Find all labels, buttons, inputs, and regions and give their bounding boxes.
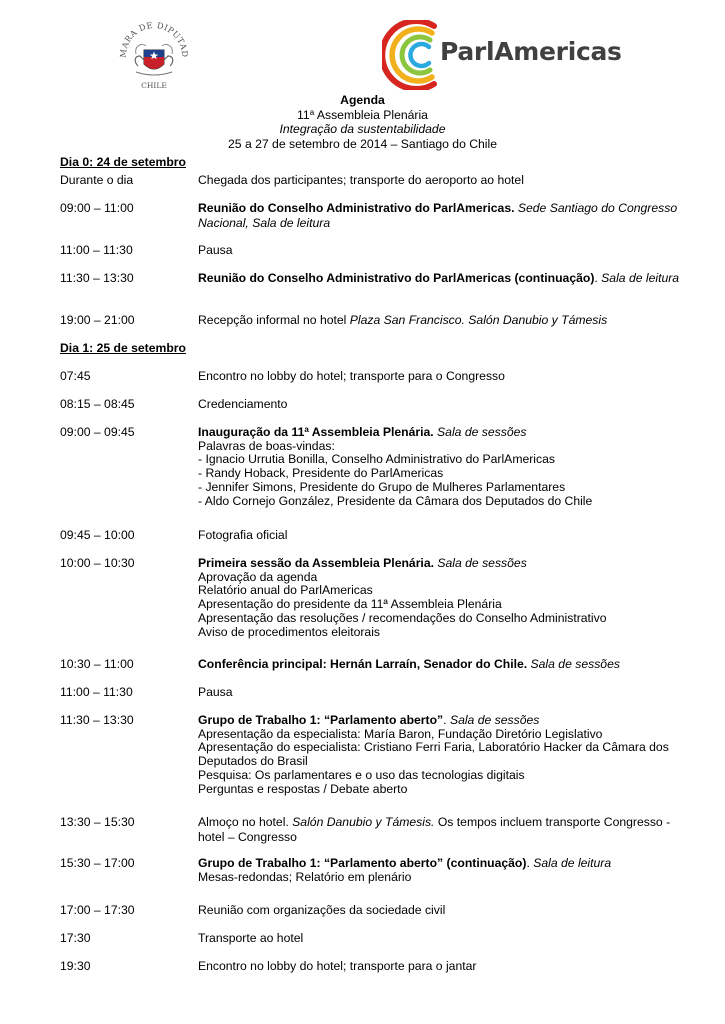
item-text: Fotografia oficial bbox=[198, 528, 288, 542]
sub-item: Palavras de boas-vindas: bbox=[198, 438, 335, 453]
sub-item: Apresentação da especialista: María Baron, Fundação Diretório Legislativo bbox=[198, 726, 603, 741]
item-title: Grupo de Trabalho 1: “Parlamento aberto” (continuação) bbox=[198, 856, 527, 870]
assembly-number: 11 bbox=[297, 107, 310, 122]
item-time: 11:30 – 13:30 bbox=[60, 271, 134, 285]
item-title: Reunião do Conselho Administrativo do ParlAmericas (continuação) bbox=[198, 271, 595, 285]
day0-heading: Dia 0: 24 de setembro bbox=[60, 155, 186, 169]
item-time: 17:30 bbox=[60, 931, 91, 945]
item-location: Sala de sessões bbox=[433, 425, 527, 439]
sub-item: Perguntas e respostas / Debate aberto bbox=[198, 781, 408, 796]
seal-bottom-text: CHILE bbox=[141, 81, 167, 90]
item-time: 19:30 bbox=[60, 959, 91, 973]
item-time: 09:00 – 09:45 bbox=[60, 425, 135, 439]
item-location: Sala de sessões bbox=[449, 713, 540, 727]
item-time: 09:00 – 11:00 bbox=[60, 201, 134, 215]
item-title: Primeira sessão da Assembleia Plenária. bbox=[198, 556, 434, 570]
agenda-header bbox=[0, 93, 725, 151]
assembly-ordinal: a bbox=[309, 107, 315, 117]
assembly-line bbox=[0, 108, 725, 123]
chamber-of-deputies-seal-logo bbox=[114, 16, 194, 94]
item-text: Encontro no lobby do hotel; transporte para o jantar bbox=[198, 959, 477, 973]
item-location: Sala de sessões bbox=[527, 657, 620, 671]
item-text: Chegada dos participantes; transporte do aeroporto ao hotel bbox=[198, 173, 524, 187]
assembly-name: Assembleia Plenária bbox=[314, 107, 428, 122]
sub-item: Relatório anual do ParlAmericas bbox=[198, 583, 373, 598]
item-note: Os tempos incluem transporte Congresso - hotel – Congresso bbox=[198, 815, 671, 844]
item-text: Reunião com organizações da sociedade civil bbox=[198, 903, 446, 917]
item-text: Recepção informal no hotel bbox=[198, 313, 350, 327]
seal-top-text: MARA DE DIPUTAD bbox=[117, 19, 191, 59]
sub-item: Pesquisa: Os parlamentares e o uso das tecnologias digitais bbox=[198, 767, 525, 782]
item-location: Sede Santiago do Congresso Nacional, Sala de leitura bbox=[198, 201, 678, 230]
item-text: Almoço no hotel. bbox=[198, 815, 293, 829]
item-time: Durante o dia bbox=[60, 173, 134, 187]
sub-item: Aviso de procedimentos eleitorais bbox=[198, 624, 381, 639]
sub-item: - Jennifer Simons, Presidente do Grupo de Mulheres Parlamentares bbox=[198, 479, 566, 494]
sub-item: - Randy Hoback, Presidente do ParlAmericas bbox=[198, 466, 444, 481]
item-time: 11:00 – 11:30 bbox=[60, 685, 133, 699]
item-time: 10:30 – 11:00 bbox=[60, 657, 134, 671]
assembly-theme: Integração da sustentabilidade bbox=[279, 122, 446, 136]
item-title: Grupo de Trabalho 1: “Parlamento aberto” bbox=[198, 713, 444, 727]
item-title: Reunião do Conselho Administrativo do ParlAmericas. bbox=[198, 201, 515, 215]
sub-item: - Aldo Cornejo González, Presidente da Câmara dos Deputados do Chile bbox=[198, 493, 593, 508]
item-punct: . bbox=[526, 856, 534, 870]
parlamericas-wordmark: ParlAmericas bbox=[440, 37, 622, 66]
item-time: 10:00 – 10:30 bbox=[60, 556, 135, 570]
item-title: Inauguração da 11 bbox=[198, 425, 305, 439]
item-title-ordinal: a bbox=[304, 425, 309, 434]
item-location: Plaza San Francisco. Salón Danubio y Támesis bbox=[349, 313, 608, 327]
item-time: 15:30 – 17:00 bbox=[60, 856, 135, 870]
item-punct: . bbox=[443, 713, 450, 727]
item-text: Transporte ao hotel bbox=[198, 931, 304, 945]
agenda-title: Agenda bbox=[340, 93, 385, 107]
item-time: 11:00 – 11:30 bbox=[60, 243, 133, 257]
item-punct: . bbox=[594, 271, 602, 285]
assembly-dates: 25 a 27 de setembro de 2014 – Santiago do Chile bbox=[228, 136, 497, 151]
sub-item: Apresentação do especialista: Cristiano Ferri Faria, Laboratório Hacker da Câmara dos Deputados do Brasil bbox=[198, 740, 669, 769]
item-time: 08:15 – 08:45 bbox=[60, 397, 135, 411]
sub-item: Apresentação das resoluções / recomendações do Conselho Administrativo bbox=[198, 610, 607, 625]
parlamericas-logo bbox=[382, 20, 632, 90]
item-time: 13:30 – 15:30 bbox=[60, 815, 135, 829]
sub-item: Aprovação da agenda bbox=[198, 569, 318, 584]
item-text: Encontro no lobby do hotel; transporte para o Congresso bbox=[198, 369, 505, 383]
item-location: Salón Danubio y Támesis. bbox=[292, 815, 435, 829]
item-location: Sala de leitura bbox=[601, 271, 680, 285]
item-text: Pausa bbox=[198, 685, 233, 699]
item-time: 17:00 – 17:30 bbox=[60, 903, 135, 917]
item-text: Credenciamento bbox=[198, 397, 288, 411]
sub-item: - Ignacio Urrutia Bonilla, Conselho Administrativo do ParlAmericas bbox=[198, 452, 555, 467]
item-time: 19:00 – 21:00 bbox=[60, 313, 135, 327]
item-text: Pausa bbox=[198, 243, 233, 257]
item-time: 07:45 bbox=[60, 369, 91, 383]
sub-item: Mesas-redondas; Relatório em plenário bbox=[198, 869, 412, 884]
item-time: 09:45 – 10:00 bbox=[60, 528, 135, 542]
day1-heading: Dia 1: 25 de setembro bbox=[60, 341, 186, 355]
item-title: Conferência principal: Hernán Larraín, Senador do Chile. bbox=[198, 657, 528, 671]
item-time: 11:30 – 13:30 bbox=[60, 713, 134, 727]
sub-item: Apresentação do presidente da 11ª Assembleia Plenária bbox=[198, 597, 502, 612]
item-title-rest: Assembleia Plenária. bbox=[308, 425, 434, 439]
item-location: Sala de sessões bbox=[433, 556, 527, 570]
item-location: Sala de leitura bbox=[533, 856, 612, 870]
